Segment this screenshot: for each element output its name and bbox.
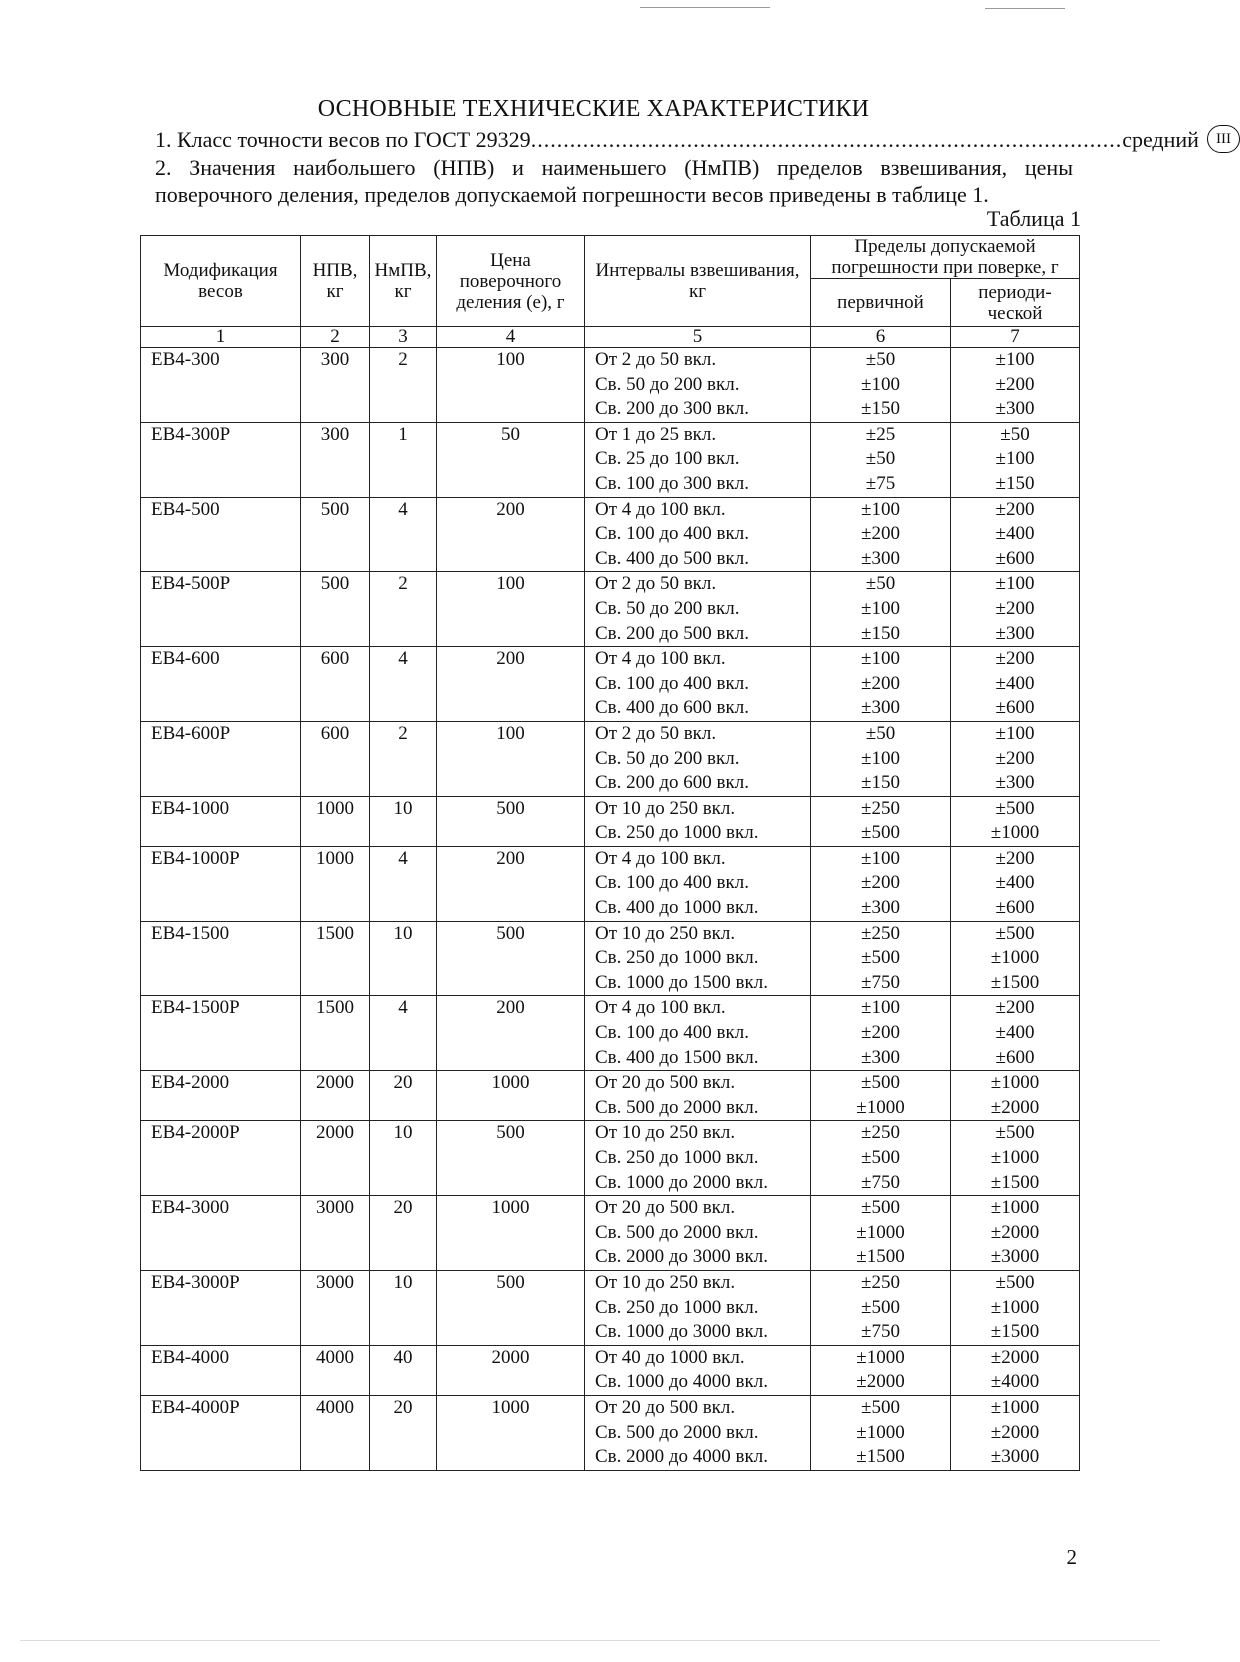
division-cell: 1000 (437, 1071, 585, 1121)
header-intervals: Интервалы взвешивания, кг (585, 236, 811, 327)
primary-value: ±50 (865, 448, 896, 470)
accuracy-class-line (155, 125, 1231, 153)
interval-value: От 20 до 500 вкл. (595, 1197, 736, 1219)
primary-limit-cell (811, 846, 951, 921)
accuracy-class-value: средний (1122, 126, 1199, 152)
division-cell: 500 (437, 796, 585, 846)
primary-limit-cell (811, 572, 951, 647)
periodic-value: ±1000 (990, 1396, 1040, 1418)
accuracy-class-label: 1. Класс точности весов по ГОСТ 29329 (155, 126, 531, 152)
periodic-limit-cell (951, 1121, 1080, 1196)
interval-value: От 20 до 500 вкл. (595, 1396, 736, 1418)
primary-value: ±1000 (856, 1421, 905, 1443)
primary-limit-cell (811, 1196, 951, 1271)
primary-value: ±2000 (856, 1371, 905, 1393)
primary-value: ±1000 (856, 1346, 905, 1368)
npv-cell: 600 (301, 647, 370, 722)
nmpv-cell: 20 (370, 1071, 437, 1121)
periodic-value: ±1500 (990, 971, 1040, 993)
npv-cell: 1000 (301, 796, 370, 846)
table-intro-paragraph: 2. Значения наибольшего (НПВ) и наименьшего (НмПВ) пределов взвешивания, цены поверочного деления, пределов допускаемой погрешности весов приведены в таблице 1. (155, 155, 1073, 207)
header-primary: первичной (811, 279, 951, 327)
primary-value: ±300 (861, 1046, 900, 1068)
interval-value: Св. 100 до 400 вкл. (595, 672, 749, 694)
npv-cell: 1500 (301, 996, 370, 1071)
npv-cell: 4000 (301, 1345, 370, 1395)
header-periodic: периоди-ческой (951, 279, 1080, 327)
nmpv-cell: 40 (370, 1345, 437, 1395)
periodic-value: ±600 (995, 897, 1035, 919)
primary-limit-cell (811, 348, 951, 423)
periodic-value: ±1000 (990, 822, 1040, 844)
periodic-value: ±400 (995, 523, 1035, 545)
interval-value: От 4 до 100 вкл. (595, 648, 726, 670)
primary-value: ±250 (861, 797, 900, 819)
periodic-limit-cell (951, 1270, 1080, 1345)
interval-value: От 4 до 100 вкл. (595, 997, 726, 1019)
intervals-cell (585, 1121, 811, 1196)
column-number: 4 (437, 327, 585, 348)
primary-value: ±500 (861, 1197, 900, 1219)
interval-value: Св. 100 до 400 вкл. (595, 872, 749, 894)
division-cell: 200 (437, 497, 585, 572)
periodic-limit-cell (951, 497, 1080, 572)
primary-value: ±75 (865, 472, 896, 494)
primary-value: ±250 (861, 1271, 900, 1293)
division-cell: 200 (437, 846, 585, 921)
interval-value: Св. 2000 до 4000 вкл. (595, 1446, 768, 1468)
primary-value: ±750 (861, 1171, 900, 1193)
column-number: 1 (141, 327, 301, 348)
intervals-cell (585, 1395, 811, 1470)
interval-value: Св. 250 до 1000 вкл. (595, 1296, 759, 1318)
division-cell: 1000 (437, 1196, 585, 1271)
periodic-limit-cell (951, 1345, 1080, 1395)
model-cell: ЕВ4-1000Р (141, 846, 301, 921)
table-caption: Таблица 1 (986, 206, 1081, 231)
interval-value: Св. 100 до 400 вкл. (595, 1022, 749, 1044)
interval-value: Св. 1000 до 1500 вкл. (595, 971, 768, 993)
periodic-limit-cell (951, 996, 1080, 1071)
periodic-value: ±2000 (990, 1421, 1040, 1443)
division-cell: 500 (437, 1121, 585, 1196)
table-row (141, 1121, 1080, 1196)
primary-value: ±100 (861, 997, 900, 1019)
intervals-cell (585, 796, 811, 846)
interval-value: Св. 200 до 500 вкл. (595, 622, 749, 644)
interval-value: От 2 до 50 вкл. (595, 573, 717, 595)
table-row (141, 796, 1080, 846)
interval-value: Св. 1000 до 3000 вкл. (595, 1321, 768, 1343)
interval-value: От 10 до 250 вкл. (595, 1122, 736, 1144)
table-row (141, 996, 1080, 1071)
npv-cell: 3000 (301, 1196, 370, 1271)
primary-value: ±150 (861, 622, 900, 644)
periodic-value: ±300 (995, 622, 1035, 644)
primary-value: ±500 (861, 822, 900, 844)
periodic-value: ±500 (995, 1271, 1035, 1293)
division-cell: 100 (437, 572, 585, 647)
intervals-cell (585, 422, 811, 497)
periodic-value: ±100 (995, 573, 1035, 595)
npv-cell: 3000 (301, 1270, 370, 1345)
npv-cell: 500 (301, 497, 370, 572)
primary-value: ±750 (861, 1321, 900, 1343)
primary-value: ±50 (865, 349, 896, 370)
interval-value: Св. 200 до 300 вкл. (595, 398, 749, 420)
primary-value: ±150 (861, 398, 900, 420)
periodic-value: ±200 (995, 747, 1035, 769)
primary-value: ±1500 (856, 1246, 905, 1268)
model-cell: ЕВ4-2000Р (141, 1121, 301, 1196)
model-cell: ЕВ4-4000 (141, 1345, 301, 1395)
intervals-cell (585, 996, 811, 1071)
primary-value: ±200 (861, 523, 900, 545)
interval-value: Св. 500 до 2000 вкл. (595, 1096, 759, 1118)
periodic-value: ±200 (995, 648, 1035, 670)
npv-cell: 300 (301, 348, 370, 423)
table-row (141, 1345, 1080, 1395)
interval-value: Св. 400 до 500 вкл. (595, 547, 749, 569)
table-row (141, 422, 1080, 497)
periodic-value: ±200 (995, 997, 1035, 1019)
division-cell: 500 (437, 1270, 585, 1345)
page-title: ОСНОВНЫЕ ТЕХНИЧЕСКИЕ ХАРАКТЕРИСТИКИ (317, 96, 870, 122)
model-cell: ЕВ4-500 (141, 497, 301, 572)
npv-cell: 2000 (301, 1071, 370, 1121)
table-body (141, 348, 1080, 1471)
interval-value: Св. 50 до 200 вкл. (595, 373, 740, 395)
table-row (141, 1071, 1080, 1121)
primary-limit-cell (811, 1395, 951, 1470)
interval-value: Св. 1000 до 2000 вкл. (595, 1171, 768, 1193)
periodic-limit-cell (951, 422, 1080, 497)
interval-value: От 10 до 250 вкл. (595, 922, 736, 944)
model-cell: ЕВ4-300Р (141, 422, 301, 497)
periodic-value: ±2000 (990, 1096, 1040, 1118)
specifications-table (140, 235, 1080, 1471)
primary-value: ±750 (861, 971, 900, 993)
npv-cell: 500 (301, 572, 370, 647)
periodic-limit-cell (951, 846, 1080, 921)
primary-value: ±50 (865, 722, 896, 744)
nmpv-cell: 1 (370, 422, 437, 497)
model-cell: ЕВ4-600 (141, 647, 301, 722)
interval-value: Св. 100 до 400 вкл. (595, 523, 749, 545)
periodic-value: ±4000 (990, 1371, 1040, 1393)
periodic-value: ±2000 (990, 1346, 1040, 1368)
periodic-limit-cell (951, 1071, 1080, 1121)
column-number: 3 (370, 327, 437, 348)
interval-value: Св. 2000 до 3000 вкл. (595, 1246, 768, 1268)
npv-cell: 2000 (301, 1121, 370, 1196)
primary-value: ±100 (861, 648, 900, 670)
periodic-value: ±100 (995, 349, 1035, 370)
table-header (141, 236, 1080, 348)
periodic-value: ±200 (995, 498, 1035, 520)
interval-value: От 20 до 500 вкл. (595, 1072, 736, 1094)
primary-limit-cell (811, 721, 951, 796)
primary-value: ±500 (861, 1296, 900, 1318)
nmpv-cell: 2 (370, 721, 437, 796)
primary-value: ±100 (861, 373, 900, 395)
primary-limit-cell (811, 1345, 951, 1395)
nmpv-cell: 2 (370, 348, 437, 423)
model-cell: ЕВ4-600Р (141, 721, 301, 796)
interval-value: Св. 250 до 1000 вкл. (595, 947, 759, 969)
column-number: 6 (811, 327, 951, 348)
primary-limit-cell (811, 1071, 951, 1121)
interval-value: От 4 до 100 вкл. (595, 498, 726, 520)
division-cell: 500 (437, 921, 585, 996)
intervals-cell (585, 572, 811, 647)
primary-value: ±100 (861, 498, 900, 520)
primary-value: ±1000 (856, 1221, 905, 1243)
model-cell: ЕВ4-3000Р (141, 1270, 301, 1345)
primary-limit-cell (811, 921, 951, 996)
nmpv-cell: 2 (370, 572, 437, 647)
periodic-limit-cell (951, 1196, 1080, 1271)
interval-value: Св. 500 до 2000 вкл. (595, 1221, 759, 1243)
intervals-cell (585, 348, 811, 423)
periodic-value: ±1000 (990, 1147, 1040, 1168)
column-number-row (141, 327, 1080, 348)
primary-value: ±100 (861, 597, 900, 619)
periodic-value: ±400 (995, 1022, 1035, 1044)
periodic-limit-cell (951, 647, 1080, 722)
periodic-value: ±600 (995, 547, 1035, 569)
column-number: 5 (585, 327, 811, 348)
periodic-value: ±400 (995, 672, 1035, 694)
primary-value: ±100 (861, 847, 900, 869)
scan-artifact-top-right (985, 8, 1065, 9)
periodic-value: ±2000 (990, 1221, 1040, 1243)
primary-value: ±200 (861, 872, 900, 894)
primary-value: ±150 (861, 772, 900, 794)
nmpv-cell: 20 (370, 1196, 437, 1271)
interval-value: Св. 50 до 200 вкл. (595, 597, 740, 619)
primary-value: ±100 (861, 747, 900, 769)
nmpv-cell: 10 (370, 1270, 437, 1345)
npv-cell: 300 (301, 422, 370, 497)
intervals-cell (585, 1345, 811, 1395)
model-cell: ЕВ4-4000Р (141, 1395, 301, 1470)
periodic-value: ±400 (995, 872, 1035, 894)
primary-value: ±500 (861, 1396, 900, 1418)
nmpv-cell: 4 (370, 647, 437, 722)
header-limits: Пределы допускаемой погрешности при поверке, г (811, 236, 1080, 279)
interval-value: Св. 500 до 2000 вкл. (595, 1421, 759, 1443)
interval-value: Св. 250 до 1000 вкл. (595, 822, 759, 844)
header-division: Цена поверочного деления (е), г (437, 236, 585, 327)
nmpv-cell: 10 (370, 921, 437, 996)
periodic-value: ±1000 (990, 1197, 1040, 1219)
leader-dots: ........................................................................................... (530, 126, 1123, 152)
table-row (141, 572, 1080, 647)
periodic-limit-cell (951, 721, 1080, 796)
primary-value: ±250 (861, 1122, 900, 1144)
interval-value: От 10 до 250 вкл. (595, 797, 736, 819)
nmpv-cell: 4 (370, 996, 437, 1071)
primary-value: ±500 (861, 1147, 900, 1168)
periodic-value: ±150 (995, 472, 1035, 494)
primary-value: ±25 (865, 423, 896, 445)
model-cell: ЕВ4-1500 (141, 921, 301, 996)
primary-value: ±300 (861, 897, 900, 919)
header-modification: Модификация весов (141, 236, 301, 327)
interval-value: Св. 400 до 600 вкл. (595, 697, 749, 719)
periodic-limit-cell (951, 348, 1080, 423)
interval-value: Св. 50 до 200 вкл. (595, 747, 740, 769)
periodic-value: ±600 (995, 1046, 1035, 1068)
intervals-cell (585, 921, 811, 996)
model-cell: ЕВ4-300 (141, 348, 301, 423)
periodic-value: ±300 (995, 772, 1035, 794)
primary-limit-cell (811, 497, 951, 572)
periodic-value: ±200 (995, 597, 1035, 619)
primary-limit-cell (811, 996, 951, 1071)
npv-cell: 1000 (301, 846, 370, 921)
periodic-value: ±3000 (990, 1446, 1040, 1468)
periodic-value: ±50 (1000, 423, 1030, 445)
table-row (141, 1270, 1080, 1345)
table-row (141, 1196, 1080, 1271)
primary-value: ±50 (865, 573, 896, 595)
periodic-value: ±300 (995, 398, 1035, 420)
table-row (141, 721, 1080, 796)
primary-value: ±1500 (856, 1446, 905, 1468)
interval-value: Св. 250 до 1000 вкл. (595, 1147, 759, 1168)
page-number: 2 (1066, 1545, 1077, 1569)
interval-value: Св. 200 до 600 вкл. (595, 772, 749, 794)
interval-value: Св. 100 до 300 вкл. (595, 472, 749, 494)
periodic-limit-cell (951, 921, 1080, 996)
interval-value: От 2 до 50 вкл. (595, 349, 717, 370)
primary-value: ±300 (861, 697, 900, 719)
interval-value: От 1 до 25 вкл. (595, 423, 717, 445)
nmpv-cell: 20 (370, 1395, 437, 1470)
intervals-cell (585, 846, 811, 921)
nmpv-cell: 10 (370, 1121, 437, 1196)
periodic-value: ±100 (995, 448, 1035, 470)
scan-artifact-top (640, 7, 770, 8)
nmpv-cell: 4 (370, 497, 437, 572)
periodic-value: ±3000 (990, 1246, 1040, 1268)
division-cell: 100 (437, 348, 585, 423)
table-row (141, 348, 1080, 423)
npv-cell: 600 (301, 721, 370, 796)
primary-value: ±300 (861, 547, 900, 569)
npv-cell: 4000 (301, 1395, 370, 1470)
periodic-limit-cell (951, 572, 1080, 647)
primary-limit-cell (811, 422, 951, 497)
primary-limit-cell (811, 796, 951, 846)
nmpv-cell: 4 (370, 846, 437, 921)
periodic-value: ±100 (995, 722, 1035, 744)
interval-value: Св. 25 до 100 вкл. (595, 448, 740, 470)
periodic-value: ±200 (995, 847, 1035, 869)
table-row (141, 647, 1080, 722)
division-cell: 100 (437, 721, 585, 796)
primary-value: ±200 (861, 672, 900, 694)
division-cell: 50 (437, 422, 585, 497)
division-cell: 200 (437, 996, 585, 1071)
model-cell: ЕВ4-1000 (141, 796, 301, 846)
division-cell: 1000 (437, 1395, 585, 1470)
primary-value: ±200 (861, 1022, 900, 1044)
periodic-value: ±500 (995, 1122, 1035, 1144)
periodic-value: ±1500 (990, 1171, 1040, 1193)
intervals-cell (585, 1071, 811, 1121)
interval-value: От 40 до 1000 вкл. (595, 1346, 745, 1368)
table-row (141, 1395, 1080, 1470)
model-cell: ЕВ4-2000 (141, 1071, 301, 1121)
intervals-cell (585, 1196, 811, 1271)
table-row (141, 846, 1080, 921)
table-row (141, 497, 1080, 572)
interval-value: Св. 400 до 1000 вкл. (595, 897, 759, 919)
primary-limit-cell (811, 647, 951, 722)
column-number: 2 (301, 327, 370, 348)
interval-value: От 4 до 100 вкл. (595, 847, 726, 869)
interval-value: Св. 1000 до 4000 вкл. (595, 1371, 768, 1393)
periodic-value: ±500 (995, 922, 1035, 944)
periodic-value: ±600 (995, 697, 1035, 719)
primary-value: ±1000 (856, 1096, 905, 1118)
table-row (141, 921, 1080, 996)
primary-limit-cell (811, 1121, 951, 1196)
interval-value: Св. 400 до 1500 вкл. (595, 1046, 759, 1068)
model-cell: ЕВ4-500Р (141, 572, 301, 647)
intervals-cell (585, 721, 811, 796)
header-npv: НПВ, кг (301, 236, 370, 327)
intervals-cell (585, 1270, 811, 1345)
model-cell: ЕВ4-3000 (141, 1196, 301, 1271)
periodic-limit-cell (951, 1395, 1080, 1470)
interval-value: От 10 до 250 вкл. (595, 1271, 736, 1293)
primary-value: ±500 (861, 947, 900, 969)
periodic-value: ±1000 (990, 1296, 1040, 1318)
nmpv-cell: 10 (370, 796, 437, 846)
primary-limit-cell (811, 1270, 951, 1345)
intervals-cell (585, 647, 811, 722)
periodic-value: ±1500 (990, 1321, 1040, 1343)
model-cell: ЕВ4-1500Р (141, 996, 301, 1071)
division-cell: 2000 (437, 1345, 585, 1395)
npv-cell: 1500 (301, 921, 370, 996)
primary-value: ±500 (861, 1072, 900, 1094)
column-number: 7 (951, 327, 1080, 348)
periodic-limit-cell (951, 796, 1080, 846)
interval-value: От 2 до 50 вкл. (595, 722, 717, 744)
intervals-cell (585, 497, 811, 572)
periodic-value: ±1000 (990, 947, 1040, 969)
accuracy-class-mark: III (1207, 125, 1240, 153)
header-nmpv: НмПВ, кг (370, 236, 437, 327)
periodic-value: ±1000 (990, 1072, 1040, 1094)
periodic-value: ±200 (995, 373, 1035, 395)
division-cell: 200 (437, 647, 585, 722)
primary-value: ±250 (861, 922, 900, 944)
periodic-value: ±500 (995, 797, 1035, 819)
scan-artifact-bottom (20, 1640, 1160, 1641)
